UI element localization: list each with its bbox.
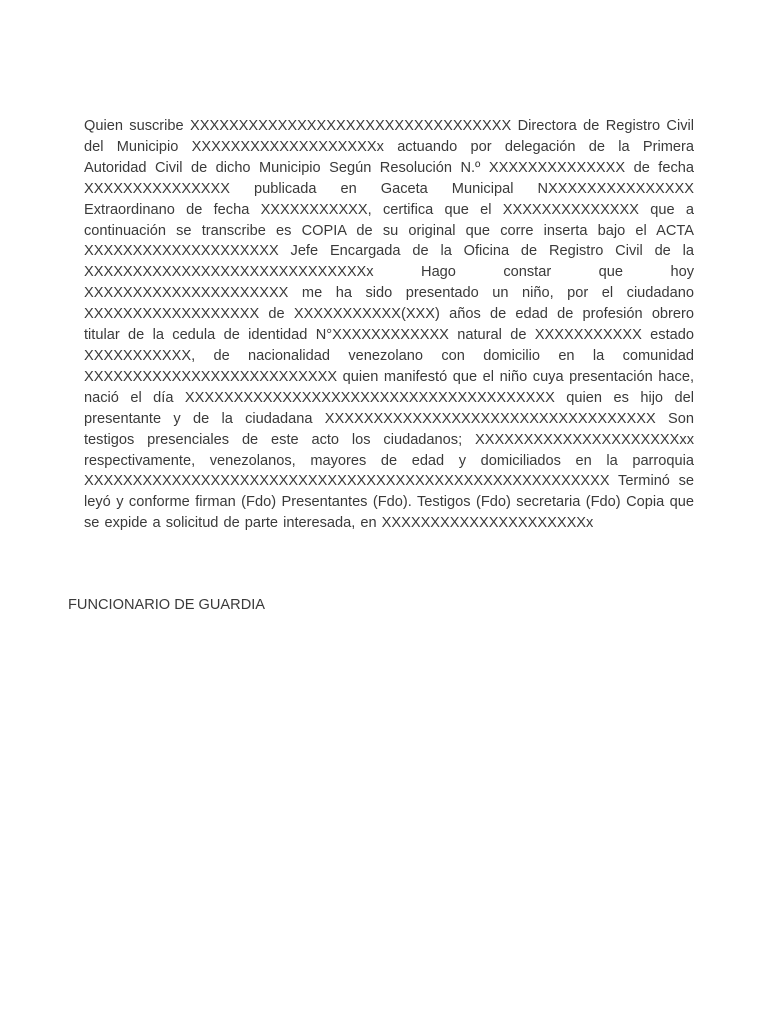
certificate-body xyxy=(84,116,694,534)
certificate-paragraph: Quien suscribe XXXXXXXXXXXXXXXXXXXXXXXXXXXXXXXXX Directora de Registro Civil del Municipio XXXXXXXXXXXXXXXXXXXx actuando por delegación de la Primera Autoridad Civil de dicho Municipio Según Resolución N.º XXXXXXXXXXXXXX de fecha XXXXXXXXXXXXXXX publicada en Gaceta Municipal NXXXXXXXXXXXXXXX Extraordinano de fecha XXXXXXXXXXX, certifica que el XXXXXXXXXXXXXX que a continuación se transcribe es COPIA de su original que corre inserta bajo el ACTA XXXXXXXXXXXXXXXXXXXX Jefe Encargada de la Oficina de Registro Civil de la XXXXXXXXXXXXXXXXXXXXXXXXXXXXXx Hago constar que hoy XXXXXXXXXXXXXXXXXXXXX me ha sido presentado un niño, por el ciudadano XXXXXXXXXXXXXXXXXX de XXXXXXXXXXX(XXX) años de edad de profesión obrero titular de la cedula de identidad N°XXXXXXXXXXXX natural de XXXXXXXXXXX estado XXXXXXXXXXX, de nacionalidad venezolano con domicilio en la comunidad XXXXXXXXXXXXXXXXXXXXXXXXXX quien manifestó que el niño cuya presentación hace, nació el día XXXXXXXXXXXXXXXXXXXXXXXXXXXXXXXXXXXXXX quien es hijo del presentante y de la ciudadana XXXXXXXXXXXXXXXXXXXXXXXXXXXXXXXXXX Son testigos presenciales de este acto los ciudadanos; XXXXXXXXXXXXXXXXXXXXXxx respectivamente, venezolanos, mayores de edad y domiciliados en la parroquia XXXXXXXXXXXXXXXXXXXXXXXXXXXXXXXXXXXXXXXXXXXXXXXXXXXXXX Terminó se leyó y conforme firman (Fdo) Presentantes (Fdo). Testigos (Fdo) secretaria (Fdo) Copia que se expide a solicitud de parte interesada, en XXXXXXXXXXXXXXXXXXXXXx xyxy=(84,118,694,532)
signature-label: FUNCIONARIO DE GUARDIA xyxy=(68,597,266,613)
